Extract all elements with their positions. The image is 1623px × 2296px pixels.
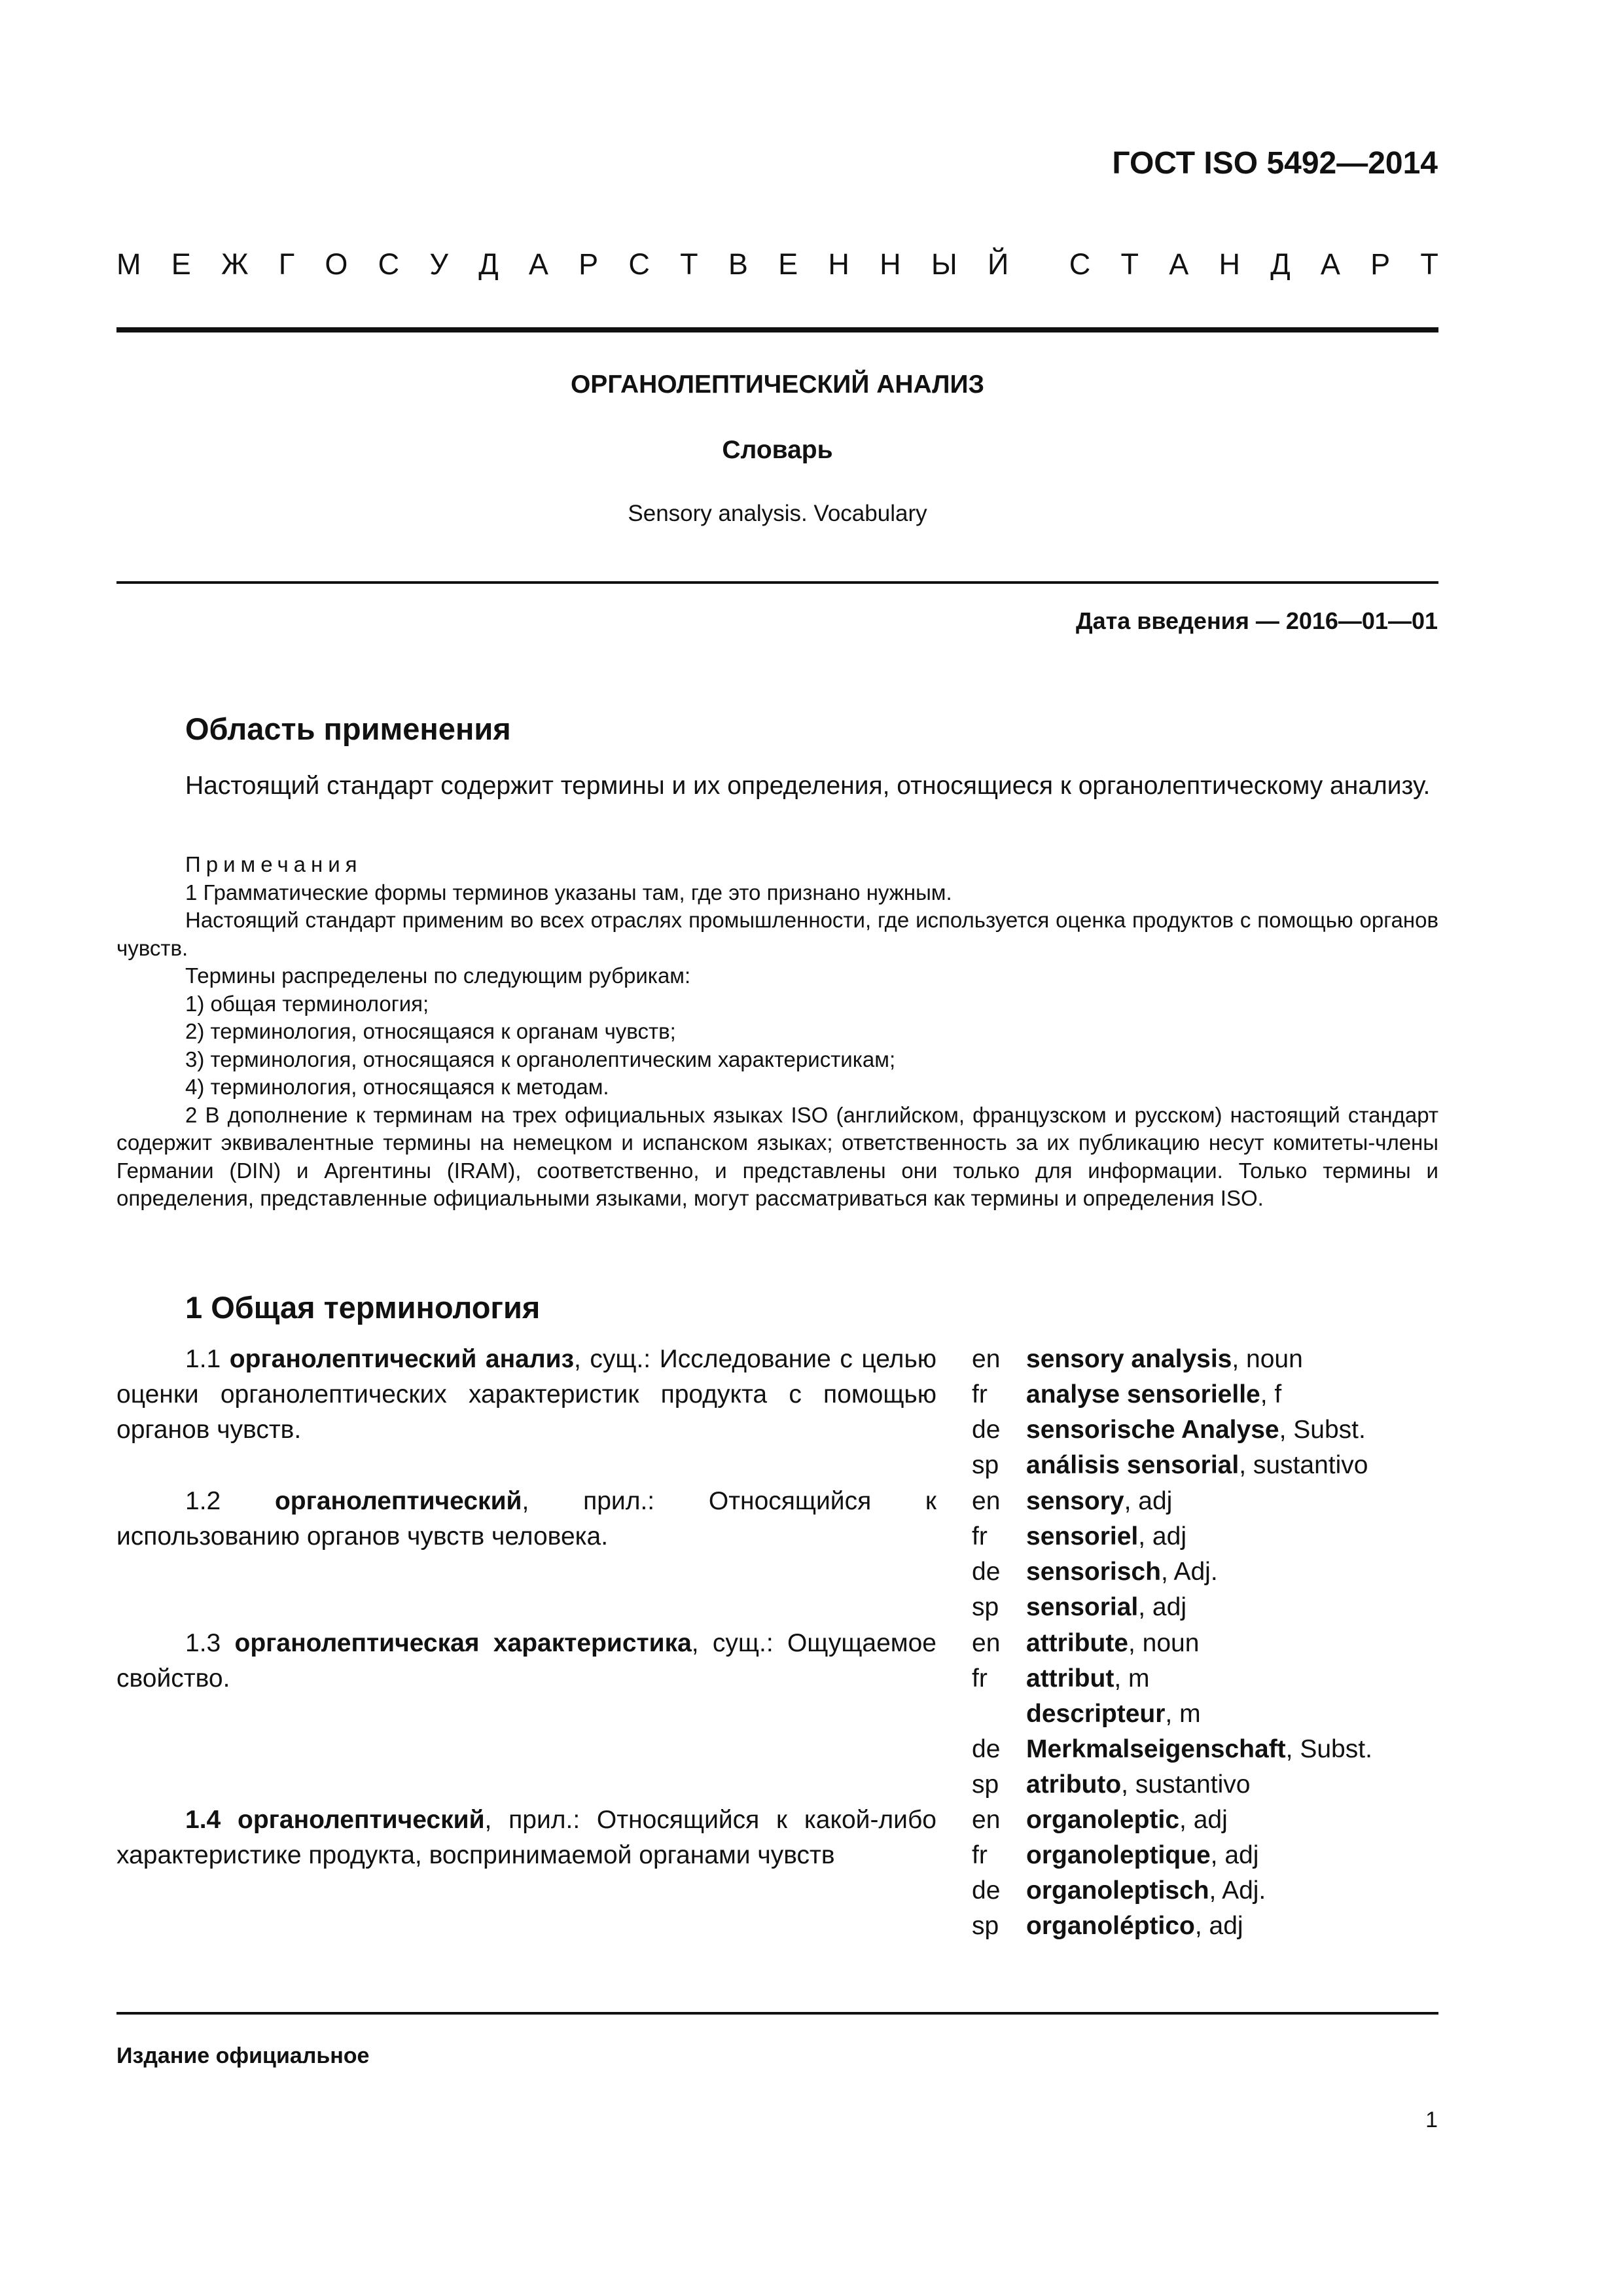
equivalent-grammar: , noun [1232, 1345, 1303, 1373]
document-subtitle: Словарь [722, 436, 833, 464]
equivalent-grammar: , adj [1210, 1841, 1259, 1869]
equivalent-grammar: , m [1114, 1664, 1150, 1693]
equivalent-term: organoleptic [1026, 1806, 1180, 1834]
standard-type-letter: Г [278, 247, 295, 281]
note-line: 4) терминология, относящаяся к методам. [185, 1075, 609, 1099]
term-name: органолептический [274, 1487, 522, 1515]
language-code: fr [972, 1380, 988, 1408]
equivalent-row [972, 1342, 1368, 1377]
note-line: 3) терминология, относящаяся к органолептическим характеристикам; [185, 1047, 896, 1071]
standard-type-letter: Е [778, 247, 798, 281]
introduction-date: Дата введения — 2016—01—01 [1075, 607, 1438, 634]
term-entry [116, 1803, 936, 1873]
language-code: en [972, 1487, 1001, 1515]
equivalent-term: análisis sensorial [1026, 1451, 1240, 1479]
equivalent-grammar: , adj [1138, 1593, 1186, 1621]
term-number: 1.4 [185, 1806, 221, 1834]
note-line: Термины распределены по следующим рубрикам: [185, 963, 691, 988]
equivalent-grammar: , Adj. [1209, 1876, 1266, 1905]
term-equivalents [972, 1803, 1266, 1944]
standard-type-heading [116, 247, 1438, 281]
page-number: 1 [1425, 2108, 1438, 2132]
standard-type-letter: С [378, 247, 400, 281]
equivalent-grammar: , sustantivo [1239, 1451, 1368, 1479]
equivalent-row [972, 1873, 1266, 1909]
language-code: sp [972, 1593, 999, 1621]
equivalent-row [972, 1590, 1218, 1625]
term-definition: , прил.: Относящийся к использованию органов чувств человека. [116, 1487, 936, 1551]
language-code: en [972, 1345, 1001, 1373]
term-definition: , прил.: Относящийся к какой-либо характеристике продукта, воспринимаемой органами чувств [116, 1806, 936, 1869]
equivalent-grammar: , adj [1124, 1487, 1173, 1515]
standard-type-letter: А [1169, 247, 1189, 281]
term-name: органолептический [238, 1806, 485, 1834]
equivalent-term: attribute [1026, 1629, 1128, 1657]
equivalent-grammar: , Subst. [1285, 1735, 1372, 1763]
equivalent-term: organoleptique [1026, 1841, 1211, 1869]
official-edition-label: Издание официальное [116, 2043, 370, 2068]
standard-type-letter: О [325, 247, 348, 281]
standard-type-letter: А [1320, 247, 1340, 281]
standard-type-letter: У [429, 247, 448, 281]
term-equivalents [972, 1484, 1218, 1625]
equivalent-row [972, 1626, 1372, 1661]
equivalent-term: sensorial [1026, 1593, 1139, 1621]
standard-type-letter: Н [828, 247, 849, 281]
equivalent-grammar: , Adj. [1160, 1558, 1218, 1586]
equivalent-grammar: , Subst. [1279, 1416, 1366, 1444]
term-entry [116, 1626, 936, 1696]
scope-paragraph: Настоящий стандарт содержит термины и их определения, относящиеся к органолептическому анализу. [185, 772, 1431, 800]
term-definition: , сущ.: Ощущаемое свойство. [116, 1629, 936, 1693]
standard-type-letter: М [116, 247, 141, 281]
equivalent-row [972, 1696, 1372, 1732]
term-number: 1.3 [185, 1629, 221, 1657]
term-number: 1.2 [185, 1487, 221, 1515]
note-line: Настоящий стандарт применим во всех отраслях промышленности, где используется оценка продуктов с помощью органов чувств. [116, 908, 1438, 960]
standard-type-letter: Р [1370, 247, 1391, 281]
standard-type-letter: Н [880, 247, 901, 281]
standard-type-letter: Д [478, 247, 499, 281]
term-definition: , сущ.: Исследование с целью оценки органолептических характеристик продукта с помощью органов чувств. [116, 1345, 937, 1444]
scope-heading: Область применения [185, 711, 511, 746]
language-code: de [972, 1558, 1001, 1586]
language-code: en [972, 1806, 1001, 1834]
equivalent-term: organoleptisch [1026, 1876, 1209, 1905]
language-code: de [972, 1416, 1001, 1444]
title-divider [116, 581, 1438, 584]
equivalent-grammar: , f [1260, 1380, 1282, 1408]
term-equivalents [972, 1626, 1372, 1803]
equivalent-row [972, 1484, 1218, 1519]
equivalent-term: sensorische Analyse [1026, 1416, 1279, 1444]
equivalent-term: atributo [1026, 1770, 1122, 1799]
equivalent-term: analyse sensorielle [1026, 1380, 1260, 1408]
equivalent-row [972, 1519, 1218, 1554]
language-code: fr [972, 1841, 988, 1869]
term-entry [116, 1484, 936, 1554]
equivalent-row [972, 1412, 1368, 1448]
standard-type-letter: Н [1219, 247, 1240, 281]
note-line: 1) общая терминология; [185, 991, 429, 1016]
document-title: ОРГАНОЛЕПТИЧЕСКИЙ АНАЛИЗ [570, 370, 985, 399]
standard-type-letter: Й [987, 247, 1009, 281]
section-heading: 1 Общая терминология [185, 1290, 541, 1325]
standard-type-letter: А [528, 247, 548, 281]
standard-type-letter: Ы [931, 247, 957, 281]
equivalent-term: sensoriel [1026, 1522, 1139, 1551]
equivalent-grammar: , adj [1179, 1806, 1228, 1834]
equivalent-row [972, 1448, 1368, 1483]
language-code: fr [972, 1664, 988, 1693]
equivalent-row [972, 1732, 1372, 1767]
equivalent-row [972, 1838, 1266, 1873]
equivalent-row [972, 1767, 1372, 1803]
equivalent-term: sensory [1026, 1487, 1124, 1515]
equivalent-grammar: , sustantivo [1121, 1770, 1251, 1799]
notes-heading: Примечания [185, 852, 363, 876]
equivalent-row [972, 1377, 1368, 1412]
equivalent-row [972, 1803, 1266, 1838]
equivalent-grammar: , adj [1194, 1912, 1243, 1940]
language-code: fr [972, 1522, 988, 1551]
notes-block [116, 851, 1438, 1213]
standard-type-letter: Д [1270, 247, 1291, 281]
equivalent-grammar: , m [1165, 1700, 1201, 1728]
standard-type-letter: Т [1120, 247, 1139, 281]
equivalent-row [972, 1554, 1218, 1590]
equivalent-row [972, 1661, 1372, 1696]
equivalent-term: Merkmalseigenschaft [1026, 1735, 1286, 1763]
language-code: sp [972, 1912, 999, 1940]
language-code: de [972, 1735, 1001, 1763]
language-code: de [972, 1876, 1001, 1905]
equivalent-grammar: , adj [1138, 1522, 1186, 1551]
term-equivalents [972, 1342, 1368, 1483]
language-code [972, 1696, 1026, 1732]
equivalent-term: organoléptico [1026, 1912, 1195, 1940]
standard-type-letter: Е [171, 247, 191, 281]
equivalent-term: sensorisch [1026, 1558, 1161, 1586]
language-code: sp [972, 1451, 999, 1479]
standard-type-letter: С [1069, 247, 1091, 281]
footer-divider [116, 2012, 1438, 2015]
equivalent-row [972, 1909, 1266, 1944]
standard-type-letter: С [628, 247, 650, 281]
note-line: 1 Грамматические формы терминов указаны там, где это признано нужным. [185, 880, 952, 905]
document-code: ГОСТ ISO 5492—2014 [1112, 146, 1438, 181]
language-code: en [972, 1629, 1001, 1657]
standard-type-letter: Т [680, 247, 698, 281]
equivalent-term: descripteur [1026, 1700, 1166, 1728]
term-number: 1.1 [185, 1345, 221, 1373]
english-title: Sensory analysis. Vocabulary [628, 501, 927, 526]
term-entry [116, 1342, 936, 1448]
language-code: sp [972, 1770, 999, 1799]
equivalent-grammar: , noun [1128, 1629, 1200, 1657]
note-line: 2 В дополнение к терминам на трех официальных языках ISO (английском, французском и русском) настоящий стандарт содержит эквивалентные термины на немецком и испанском языках; ответственность за их публикацию несут комитеты-члены Германии (DIN) и Аргентины (IRAM), соответственно, и представлены они только для информации. Только термины и определения, представленные официальными языками, могут рассматриваться как термины и определения ISO. [116, 1102, 1438, 1210]
note-line: 2) терминология, относящаяся к органам чувств; [185, 1019, 676, 1043]
header-divider [116, 327, 1438, 332]
equivalent-term: attribut [1026, 1664, 1115, 1693]
equivalent-term: sensory analysis [1026, 1345, 1232, 1373]
standard-type-letter: В [728, 247, 748, 281]
term-name: органолептическая характеристика [234, 1629, 692, 1657]
standard-type-letter: Р [579, 247, 599, 281]
standard-type-letter: Т [1420, 247, 1438, 281]
standard-type-letter: Ж [221, 247, 249, 281]
term-name: органолептический анализ [229, 1345, 574, 1373]
